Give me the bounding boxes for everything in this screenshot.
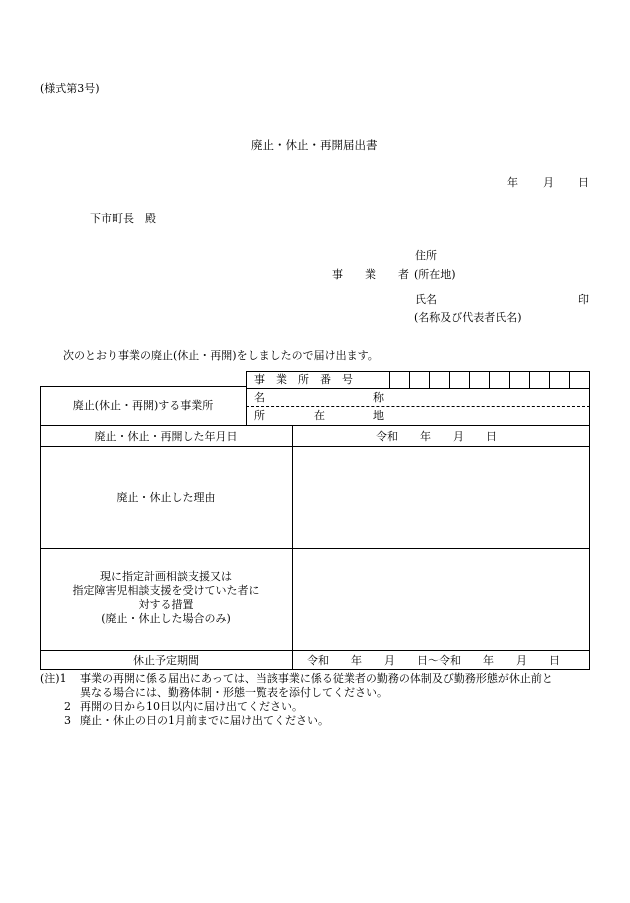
office-name-label-a: 名 [254,391,265,404]
note-2: 再開の日から10日以内に届け出てください。 [80,700,303,713]
office-number-box [389,371,390,388]
table-line [246,371,247,425]
office-name-label-b: 称 [373,391,384,404]
representative-note: (名称及び代表者氏名) [414,311,522,324]
location-label: (所在地) [414,268,456,281]
measures-label [40,570,292,626]
date-year: 年 [507,176,518,189]
name-label: 氏名 [415,293,437,306]
table-line [40,650,590,651]
note-3: 廃止・休止の日の1月前までに届け出てください。 [80,714,329,727]
form-number: (様式第3号) [40,82,100,95]
note-3-number: 3 [64,714,71,727]
table-line [246,371,590,372]
measures-line: (廃止・休止した場合のみ) [101,612,231,625]
address-label: 住所 [415,249,437,262]
suspension-label: 休止予定期間 [133,654,199,667]
business-operator-label: 事 業 者 [332,268,409,281]
suspension-value: 令和 年 月 日〜令和 年 月 日 [307,654,560,667]
table-line [40,548,590,549]
office-number-box [569,371,570,388]
office-number-box [409,371,410,388]
reason-label: 廃止・休止した理由 [116,491,216,504]
office-number-box [449,371,450,388]
date-row-value: 令和 年 月 日 [376,430,497,443]
office-number-box [529,371,530,388]
table-line [40,446,590,447]
office-address-label-b: 在 [314,409,325,422]
table-line [589,371,590,669]
measures-line: 対する措置 [138,598,194,611]
office-address-label-a: 所 [254,409,265,422]
intro-text: 次のとおり事業の廃止(休止・再開)をしましたので届け出ます。 [63,349,379,362]
table-line [292,425,293,669]
business-section-label: 廃止(休止・再開)する事業所 [72,399,214,412]
table-line [40,669,590,670]
office-number-box [509,371,510,388]
office-number-box [489,371,490,388]
note-2-number: 2 [64,700,71,713]
measures-line: 現に指定計画相談支援又は [100,570,232,583]
office-number-label: 事 業 所 番 号 [254,373,353,386]
office-address-label-c: 地 [373,409,384,422]
table-line [40,425,590,426]
table-line [246,388,590,389]
office-number-box [469,371,470,388]
note-1-line-1: 事業の再開に係る届出にあっては、当該事業に係る従業者の勤務の体制及び勤務形態が休止前と [80,672,553,685]
note-1-line-2: 異なる場合には、勤務体制・形態一覧表を添付してください。 [80,686,388,699]
table-line [40,386,41,669]
measures-line: 指定障害児相談支援を受けていた者に [72,584,260,597]
office-number-box [549,371,550,388]
table-dashed-line [246,406,590,407]
note-prefix: (注)1 [40,672,67,685]
table-line [40,386,246,387]
addressee: 下市町長 殿 [90,212,156,225]
date-day: 日 [578,176,589,189]
page-title: 廃止・休止・再開届出書 [251,138,378,152]
date-row-label: 廃止・休止・再開した年月日 [94,430,238,443]
seal-mark: 印 [578,293,589,306]
date-month: 月 [543,176,554,189]
office-number-box [429,371,430,388]
